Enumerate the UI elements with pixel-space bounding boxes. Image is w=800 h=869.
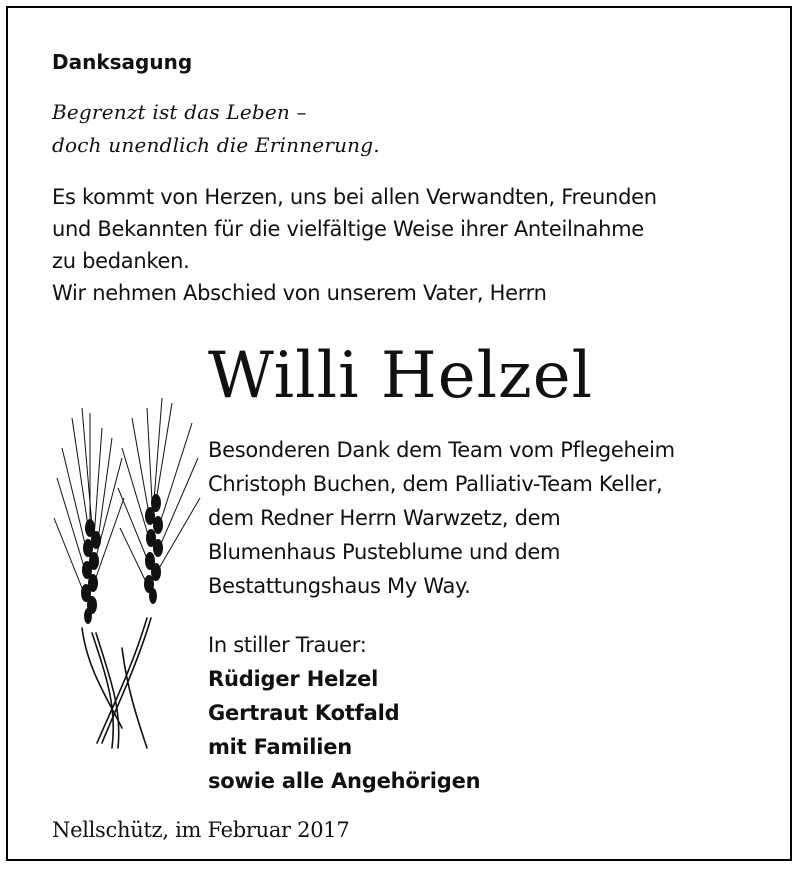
intro-line: und Bekannten für die vielfältige Weise ihrer Anteilnahme xyxy=(52,217,644,241)
thanks-line: Bestattungshaus My Way. xyxy=(208,574,471,598)
mourners-intro: In stiller Trauer: xyxy=(208,633,367,657)
mourners-block xyxy=(208,628,480,798)
obituary-card xyxy=(6,6,792,861)
place-date: Nellschütz, im Februar 2017 xyxy=(52,818,350,842)
motto-line: doch unendlich die Erinnerung. xyxy=(52,133,380,157)
intro-line: zu bedanken. xyxy=(52,249,190,273)
thanks-line: dem Redner Herrn Warwzetz, dem xyxy=(208,506,561,530)
intro-line: Es kommt von Herzen, uns bei allen Verwandten, Freunden xyxy=(52,185,657,209)
thanks-line: Christoph Buchen, dem Palliativ-Team Keller, xyxy=(208,472,663,496)
thanks-text xyxy=(208,433,788,603)
thanks-line: Blumenhaus Pusteblume und dem xyxy=(208,540,561,564)
thanks-line: Besonderen Dank dem Team vom Pflegeheim xyxy=(208,438,675,462)
mourner-name: Rüdiger Helzel xyxy=(208,667,379,691)
mourner-name: mit Familien xyxy=(208,735,352,759)
mourner-name: sowie alle Angehörigen xyxy=(208,769,481,793)
deceased-name: Willi Helzel xyxy=(208,339,594,413)
heading: Danksagung xyxy=(52,50,193,74)
motto xyxy=(52,96,380,162)
motto-line: Begrenzt ist das Leben – xyxy=(52,100,307,124)
wheat-icon xyxy=(52,398,202,753)
intro-line: Wir nehmen Abschied von unserem Vater, Herrn xyxy=(52,281,547,305)
mourner-name: Gertraut Kotfald xyxy=(208,701,400,725)
intro-text xyxy=(52,181,792,309)
